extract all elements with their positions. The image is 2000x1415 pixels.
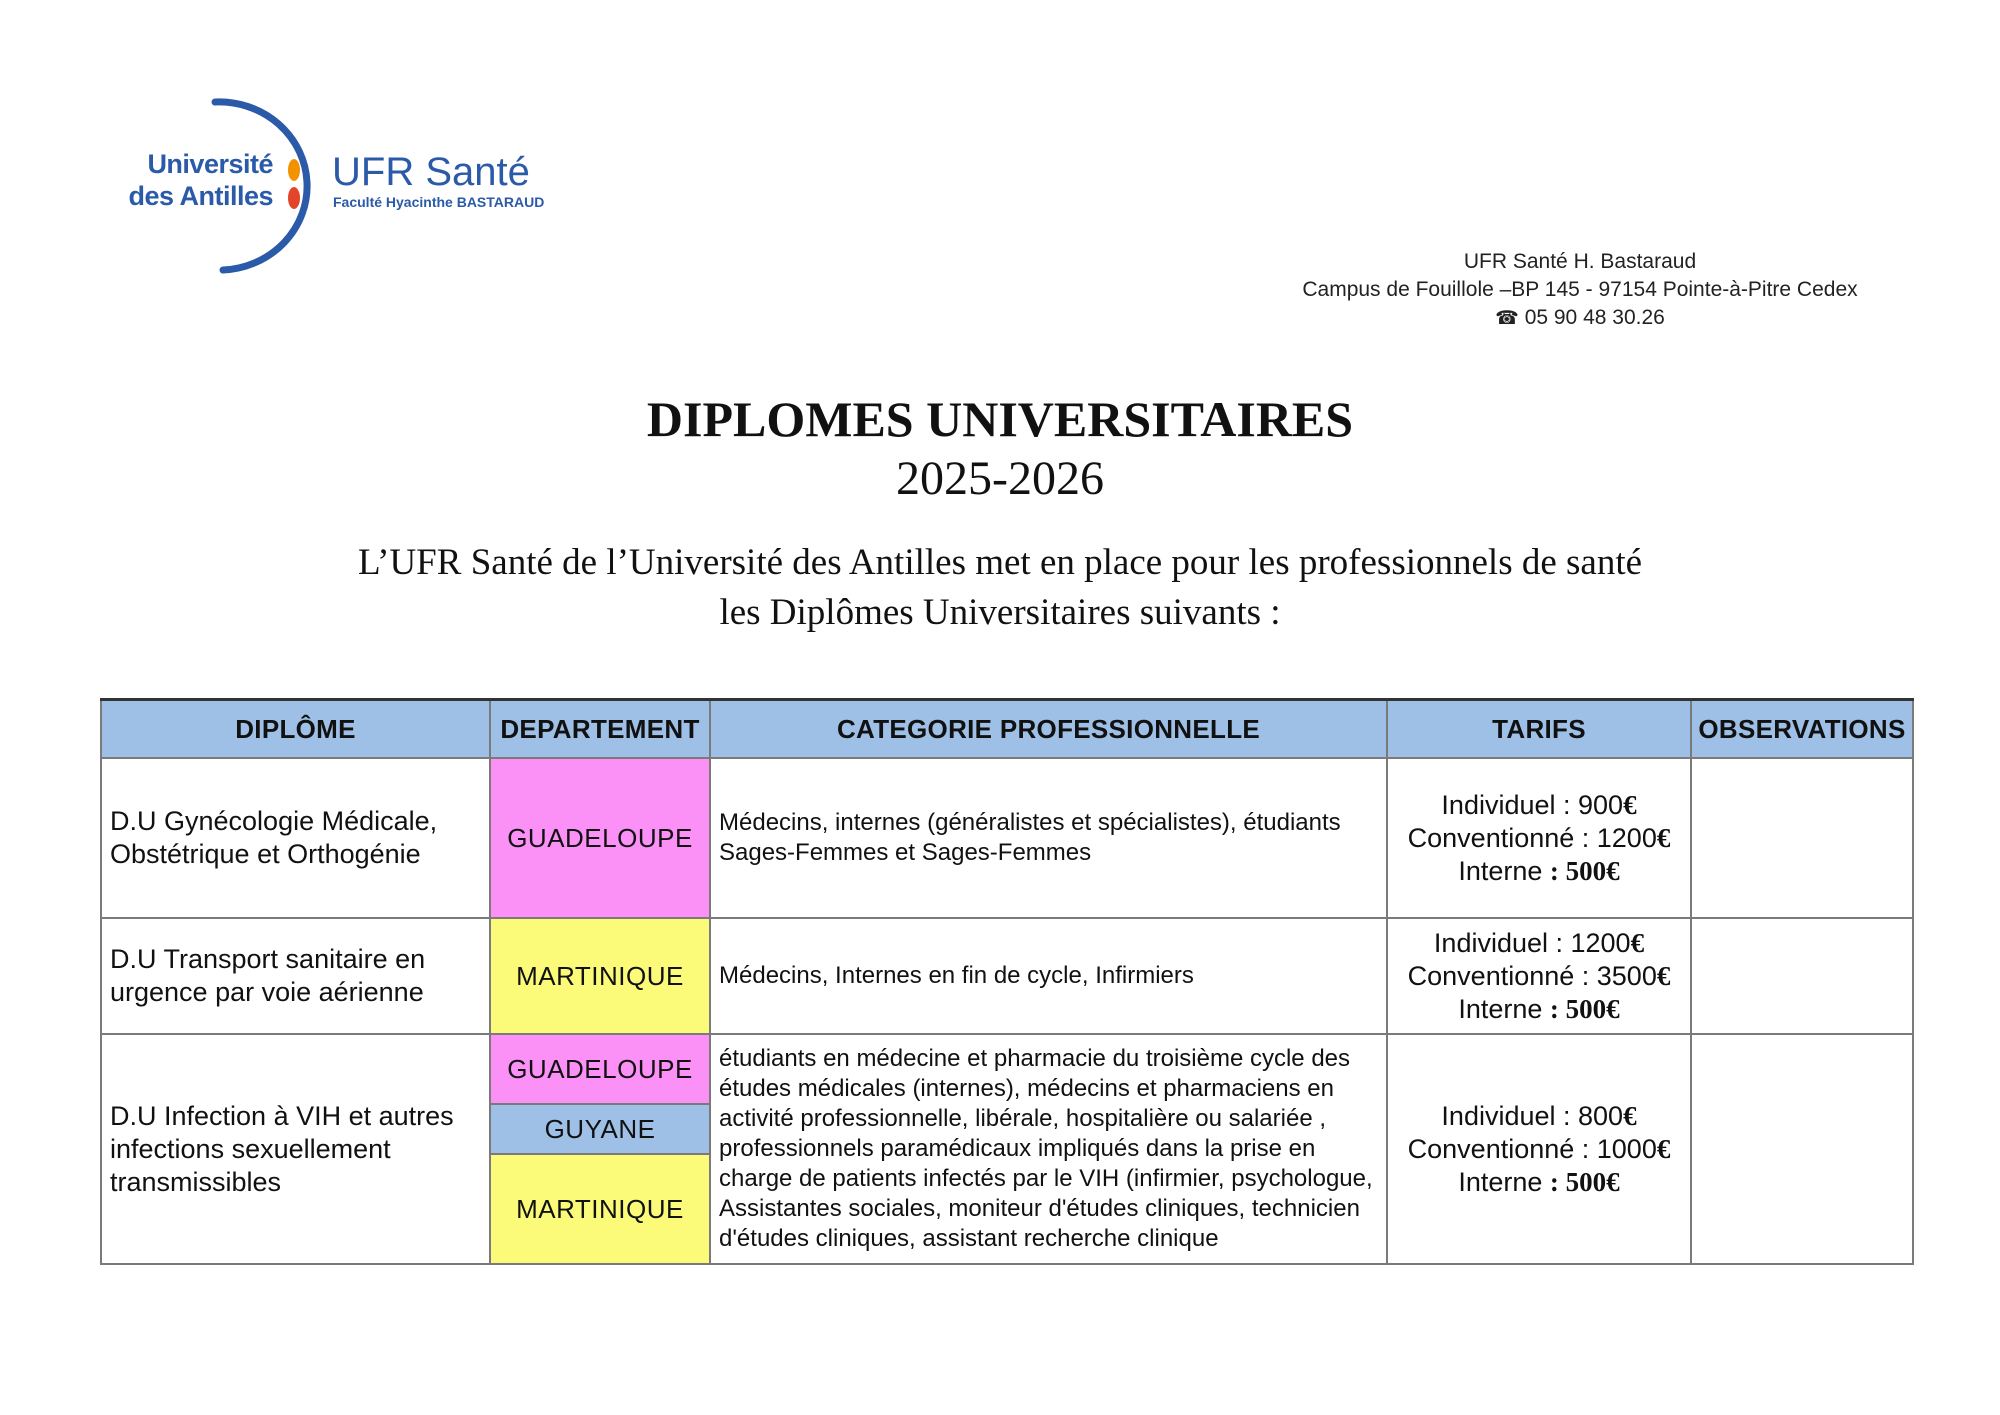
university-logo [115,98,585,274]
tarif-individuel [1389,1100,1689,1133]
address-phone [1180,304,1980,333]
tarif-label: Interne [1458,1166,1550,1197]
tarif-currency: € [1656,822,1671,853]
tarif-interne [1389,993,1689,1026]
ufr-subtitle: Faculté Hyacinthe BASTARAUD [333,194,545,210]
tarif-value: : 500€ [1549,1166,1620,1197]
header-tarifs: TARIFS [1387,700,1691,759]
table-row [101,1034,1913,1104]
ufr-title: UFR Santé [332,150,530,194]
header-observations: OBSERVATIONS [1691,700,1913,759]
diplome-cell: D.U Transport sanitaire en urgence par voie aérienne [101,918,490,1034]
telephone-icon: ☎ [1495,308,1519,329]
tarif-currency: € [1623,1100,1637,1131]
header-departement: DEPARTEMENT [490,700,710,759]
tarif-label: Interne [1458,855,1550,886]
observations-cell [1691,1034,1913,1264]
intro-line2: les Diplômes Universitaires suivants : [719,592,1281,633]
tarif-currency: € [1656,1133,1671,1164]
document-title [0,388,2000,508]
observations-cell [1691,918,1913,1034]
departement-cell: GUADELOUPE [490,1034,710,1104]
tarif-value: : 500€ [1549,855,1620,886]
tarif-label: Conventionné : 3500 [1407,960,1657,991]
tarif-label: Interne [1458,993,1550,1024]
university-name [115,148,273,212]
categorie-cell: Médecins, Internes en fin de cycle, Infirmiers [710,918,1387,1034]
university-name-line2: des Antilles [128,181,273,211]
table-row [101,758,1913,918]
categorie-cell: étudiants en médecine et pharmacie du troisième cycle des études médicales (internes), médecins et pharmaciens en activité professionnelle, libérale, hospitalière ou salariée , professionnels paramédicaux impliqués dans la prise en charge de patients infectés par le VIH (infirmier, psychologue, Assistantes sociales, moniteur d'études cliniques, technicien d'études cliniques, assistant recherche clinique [710,1034,1387,1264]
address-block [1180,248,1980,333]
tarif-individuel [1389,789,1689,822]
header-categorie: CATEGORIE PROFESSIONNELLE [710,700,1387,759]
tarif-currency: € [1656,960,1671,991]
title-main: DIPLOMES UNIVERSITAIRES [646,391,1354,447]
observations-cell [1691,758,1913,918]
tarif-interne [1389,1166,1689,1199]
tarifs-cell [1387,1034,1691,1264]
categorie-cell: Médecins, internes (généralistes et spécialistes), étudiants Sages-Femmes et Sages-Femmes [710,758,1387,918]
diplome-cell: D.U Infection à VIH et autres infections sexuellement transmissibles [101,1034,490,1264]
tarif-individuel [1389,927,1689,960]
title-year: 2025-2026 [896,452,1104,505]
tarifs-cell [1387,918,1691,1034]
tarif-interne [1389,855,1689,888]
university-name-line1: Université [147,149,273,179]
tarifs-cell [1387,758,1691,918]
table-row [101,918,1913,1034]
intro-line1: L’UFR Santé de l’Université des Antilles met en place pour les professionnels de santé [357,542,1643,583]
diplomas-table [100,698,1914,1265]
tarif-label: Conventionné : 1000 [1407,1133,1657,1164]
tarif-label: Individuel : 800 [1441,1100,1624,1131]
table-header-row [101,700,1913,759]
tarif-conventionne [1389,960,1689,993]
address-line2: Campus de Fouillole –BP 145 - 97154 Pointe-à-Pitre Cedex [1302,278,1858,301]
tarif-currency: € [1623,789,1637,820]
tarif-label: Individuel : 900 [1441,789,1624,820]
tarif-label: Conventionné : 1200 [1407,822,1657,853]
intro-text [0,538,2000,638]
tarif-conventionne [1389,822,1689,855]
tarif-conventionne [1389,1133,1689,1166]
tarif-label: Individuel : 1200 [1433,927,1631,958]
departement-cell: MARTINIQUE [490,1154,710,1264]
departement-cell: GUYANE [490,1104,710,1154]
address-line1: UFR Santé H. Bastaraud [1463,250,1697,273]
phone-number: 05 90 48 30.26 [1524,306,1665,329]
departement-cell: GUADELOUPE [490,758,710,918]
tarif-value: : 500€ [1549,993,1620,1024]
diplome-cell: D.U Gynécologie Médicale, Obstétrique et Orthogénie [101,758,490,918]
tarif-currency: € [1630,927,1645,958]
header-diplome: DIPLÔME [101,700,490,759]
departement-cell: MARTINIQUE [490,918,710,1034]
